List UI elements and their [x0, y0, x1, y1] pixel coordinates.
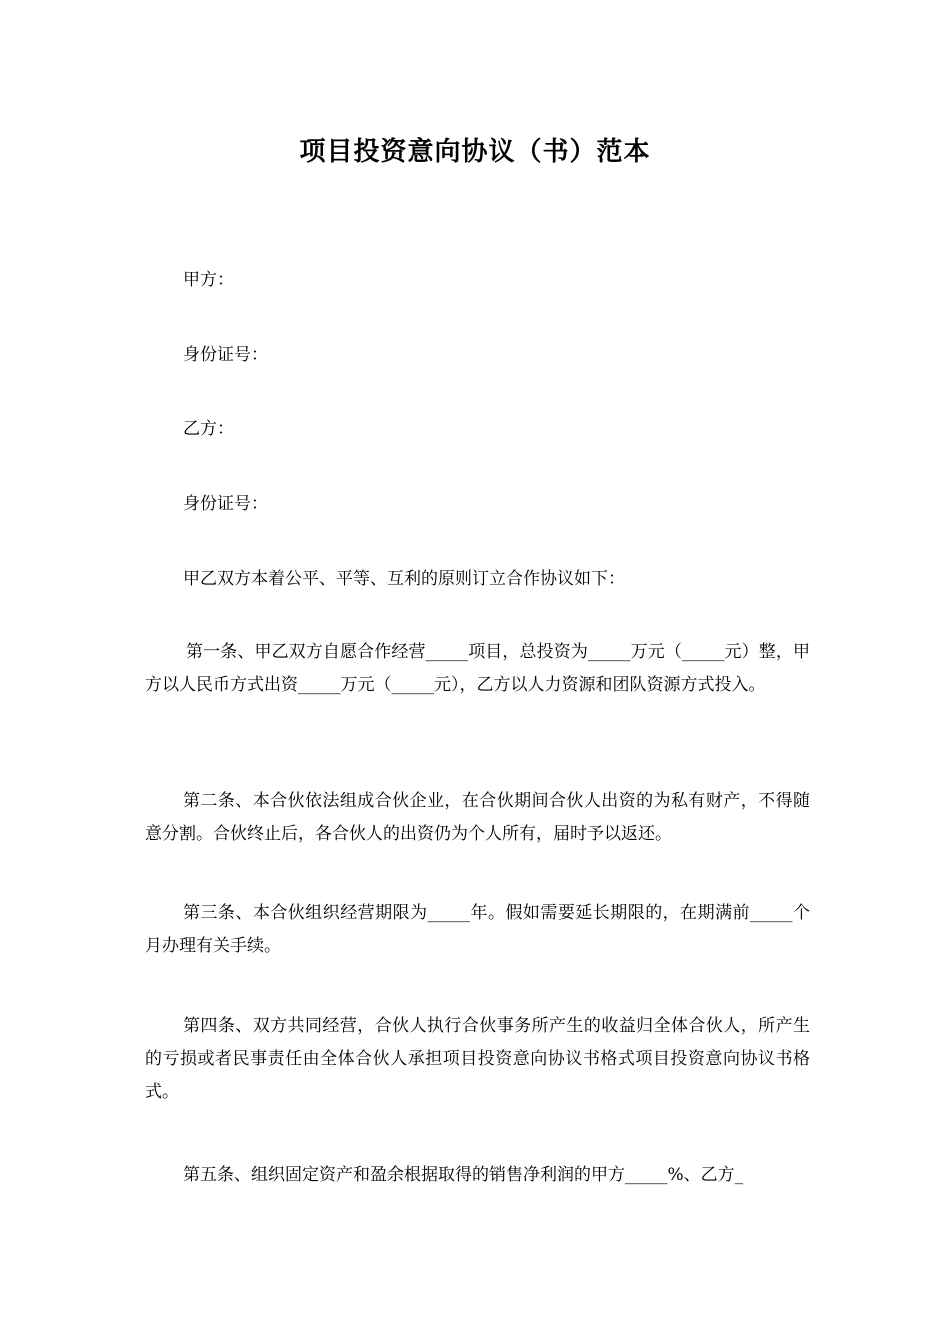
- party-a-label: 甲方：: [183, 270, 234, 290]
- party-b-label: 乙方：: [183, 419, 234, 439]
- article-5: 第五条、组织固定资产和盈余根据取得的销售净利润的甲方_____%、乙方_: [183, 1165, 744, 1185]
- article-4: 第四条、双方共同经营，合伙人执行合伙事务所产生的收益归全体合伙人，所产生的亏损或者民事责任由全体合伙人承担项目投资意向协议书格式项目投资意向协议书格式。: [145, 1016, 810, 1102]
- article-2: 第二条、本合伙依法组成合伙企业，在合伙期间合伙人出资的为私有财产，不得随意分割。合伙终止后，各合伙人的出资仍为个人所有，届时予以返还。: [145, 791, 810, 844]
- document-title: 项目投资意向协议（书）范本: [299, 137, 651, 167]
- article-1: 第一条、甲乙双方自愿合作经营_____项目，总投资为_____万元（_____元）整，甲方以人民币方式出资_____万元（_____元），乙方以人力资源和团队资源方式投入。: [145, 642, 810, 695]
- article-3: 第三条、本合伙组织经营期限为_____年。假如需要延长期限的，在期满前_____个月办理有关手续。: [145, 903, 810, 956]
- intro-paragraph: 甲乙双方本着公平、平等、互利的原则订立合作协议如下：: [183, 569, 625, 589]
- party-b-id-label: 身份证号：: [183, 494, 268, 514]
- party-a-id-label: 身份证号：: [183, 345, 268, 365]
